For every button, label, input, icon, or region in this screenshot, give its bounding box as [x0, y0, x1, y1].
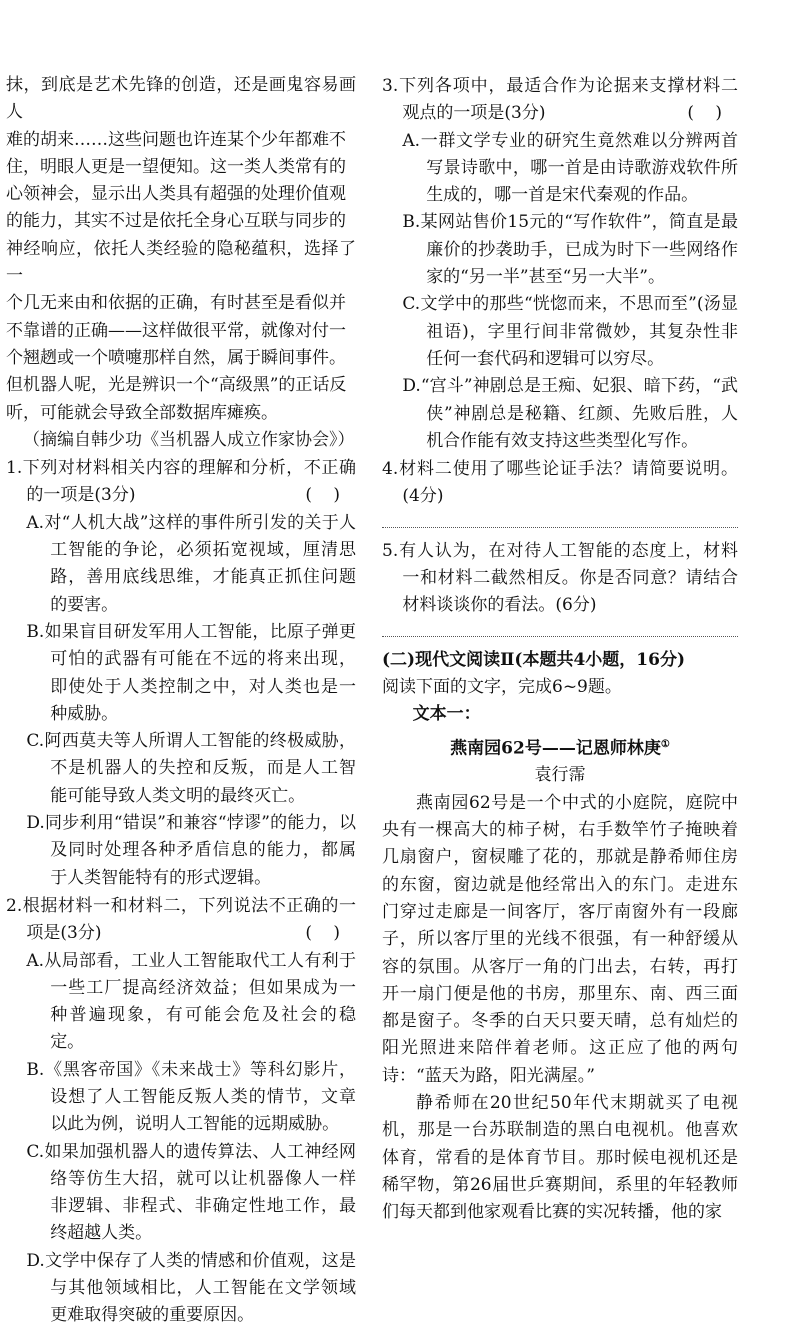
option-c: C.阿西莫夫等人所谓人工智能的终极威胁，不是机器人的失控和反叛，而是人工智能可能导致人类文明的最终灭亡。 — [26, 731, 356, 806]
passage-line: 住，明眼人更是一望便知。这一类人类常有的 — [6, 156, 346, 177]
question-3 — [382, 73, 738, 455]
passage-line: 的能力，其实不过是依托全身心互联与同步的 — [6, 211, 346, 232]
passage-line: 个翘趔或一个喷嚏那样自然，属于瞬间事件。 — [6, 347, 346, 368]
right-column — [382, 72, 738, 1227]
option-a: A.从局部看，工业人工智能取代工人有利于一些工厂提高经济效益；但如果成为一种普遍现象，有可能会危及社会的稳定。 — [26, 950, 356, 1053]
option-b: B.《黑客帝国》《未来战士》等科幻影片，设想了人工智能反叛人类的情节，文章以此为例，说明人工智能的远期威胁。 — [26, 1059, 356, 1135]
answer-line[interactable] — [382, 515, 738, 528]
section-instruction: 阅读下面的文字，完成6~9题。 — [382, 676, 622, 697]
option-b: B.如果盲目研发军用人工智能，比原子弹更可怕的武器有可能在不远的将来出现，即使处于人类控制之中，对人类也是一种威胁。 — [26, 621, 356, 724]
question-stem: 1.下列对材料相关内容的理解和分析，不正确的一项是(3分) — [6, 458, 356, 506]
answer-line[interactable] — [382, 624, 738, 637]
question-stem: 3.下列各项中，最适合作为论据来支撑材料二观点的一项是(3分) — [382, 76, 738, 124]
article-title-text: 燕南园62号——记恩师林庚 — [450, 738, 661, 759]
passage-line: 不靠谱的正确——这样做很平常，就像对付一 — [6, 320, 346, 341]
article-author: 袁行霈 — [534, 765, 586, 786]
footnote-mark: ① — [660, 738, 670, 750]
question-2 — [6, 893, 356, 1330]
answer-paren[interactable]: ( ) — [687, 103, 730, 124]
answer-paren[interactable]: ( ) — [305, 923, 348, 944]
option-d: D.“宫斗”神剧总是王痴、妃狠、暗下药，“武侠”神剧总是秘籍、红颜、先败后胜，人机合作能有效支持这些类型化写作。 — [402, 376, 738, 451]
passage-line: 但机器人呢，光是辨识一个“高级黑”的正话反 — [6, 375, 347, 396]
question-stem: 5.有人认为，在对待人工智能的态度上，材料一和材料二截然相反。你是否同意？请结合材料谈谈你的看法。(6分) — [382, 540, 738, 616]
passage-line: 神经响应，依托人类经验的隐秘蕴积，选择了一 — [6, 238, 356, 287]
passage-source: （摘编自韩少功《当机器人成立作家协会》） — [23, 429, 355, 450]
option-d: D.同步利用“错误”和兼容“悖谬”的能力，以及同时处理各种矛盾信息的能力，都属于人类智能特有的形式逻辑。 — [26, 813, 356, 888]
option-b: B.某网站售价15元的“写作软件”，简直是最廉价的抄袭助手，已成为时下一些网络作家的“另一半”甚至“另一大半”。 — [402, 212, 738, 288]
passage-line: 听，可能就会导致全部数据库瘫痪。 — [6, 402, 278, 423]
option-a: A.对“人机大战”这样的事件所引发的关于人工智能的争论，必须拓宽视域，厘清思路，善用底线思维，才能真正抓住问题的要害。 — [26, 512, 356, 615]
section-title: (二)现代文阅读Ⅱ(本题共4小题，16分) — [382, 649, 685, 670]
answer-paren[interactable]: ( ) — [305, 485, 348, 506]
passage-continuation — [6, 72, 356, 427]
article-paragraph: 燕南园62号是一个中式的小庭院，庭院中央有一棵高大的柿子树，右手数竿竹子掩映着几扇窗户，窗棂雕了花的，那就是静希师住房的东窗，窗边就是他经常出入的东门。走进东门穿过走廊是一间客厅，客厅南窗外有一段廊子，所以客厅里的光线不很强，有一种舒缓从容的氛围。从客厅一角的门出去，右转，再打开一扇门便是他的书房，那里东、南、西三面都是窗子。冬季的白天只要天晴，总有灿烂的阳光照进来陪伴着老师。这正应了他的两句诗：“蓝天为路，阳光满屋。” — [382, 792, 738, 1086]
question-stem: 2.根据材料一和材料二，下列说法不正确的一项是(3分) — [6, 895, 356, 944]
passage-line: 难的胡来……这些问题也许连某个少年都难不 — [6, 129, 346, 150]
question-stem: 4.材料二使用了哪些论证手法？请简要说明。(4分) — [382, 459, 738, 507]
left-column — [6, 72, 356, 1330]
passage-line: 抹，到底是艺术先锋的创造，还是画鬼容易画人 — [6, 75, 356, 123]
option-a: A.一群文学专业的研究生竟然难以分辨两首写景诗歌中，哪一首是由诗歌游戏软件所生成的，哪一首是宋代秦观的作品。 — [402, 130, 738, 206]
article-paragraph: 静希师在20世纪50年代末期就买了电视机，那是一台苏联制造的黑白电视机。他喜欢体育，常看的是体育节目。那时候电视机还是稀罕物，第26届世乒赛期间，系里的年轻教师们每天都到他家观看比赛的实况转播，他的家 — [382, 1093, 738, 1223]
text-label: 文本一： — [412, 704, 481, 725]
question-1 — [6, 455, 356, 892]
question-5 — [382, 538, 738, 637]
option-d: D.文学中保存了人类的情感和价值观，这是与其他领域相比，人工智能在文学领域更难取得突破的重要原因。 — [26, 1250, 356, 1326]
option-c: C.文学中的那些“恍惚而来，不思而至”(汤显祖语)，字里行间非常微妙，其复杂性非任何一套代码和逻辑可以穷尽。 — [402, 294, 738, 369]
passage-line: 个几无来由和依据的正确，有时甚至是看似并 — [6, 293, 346, 314]
option-c: C.如果加强机器人的遗传算法、人工神经网络等仿生大招，就可以让机器像人一样非逻辑、非程式、非确定性地工作，最终超越人类。 — [26, 1141, 356, 1244]
question-4 — [382, 456, 738, 528]
article-title — [382, 731, 738, 763]
passage-line: 心领神会，显示出人类具有超强的处理价值观 — [6, 184, 346, 205]
